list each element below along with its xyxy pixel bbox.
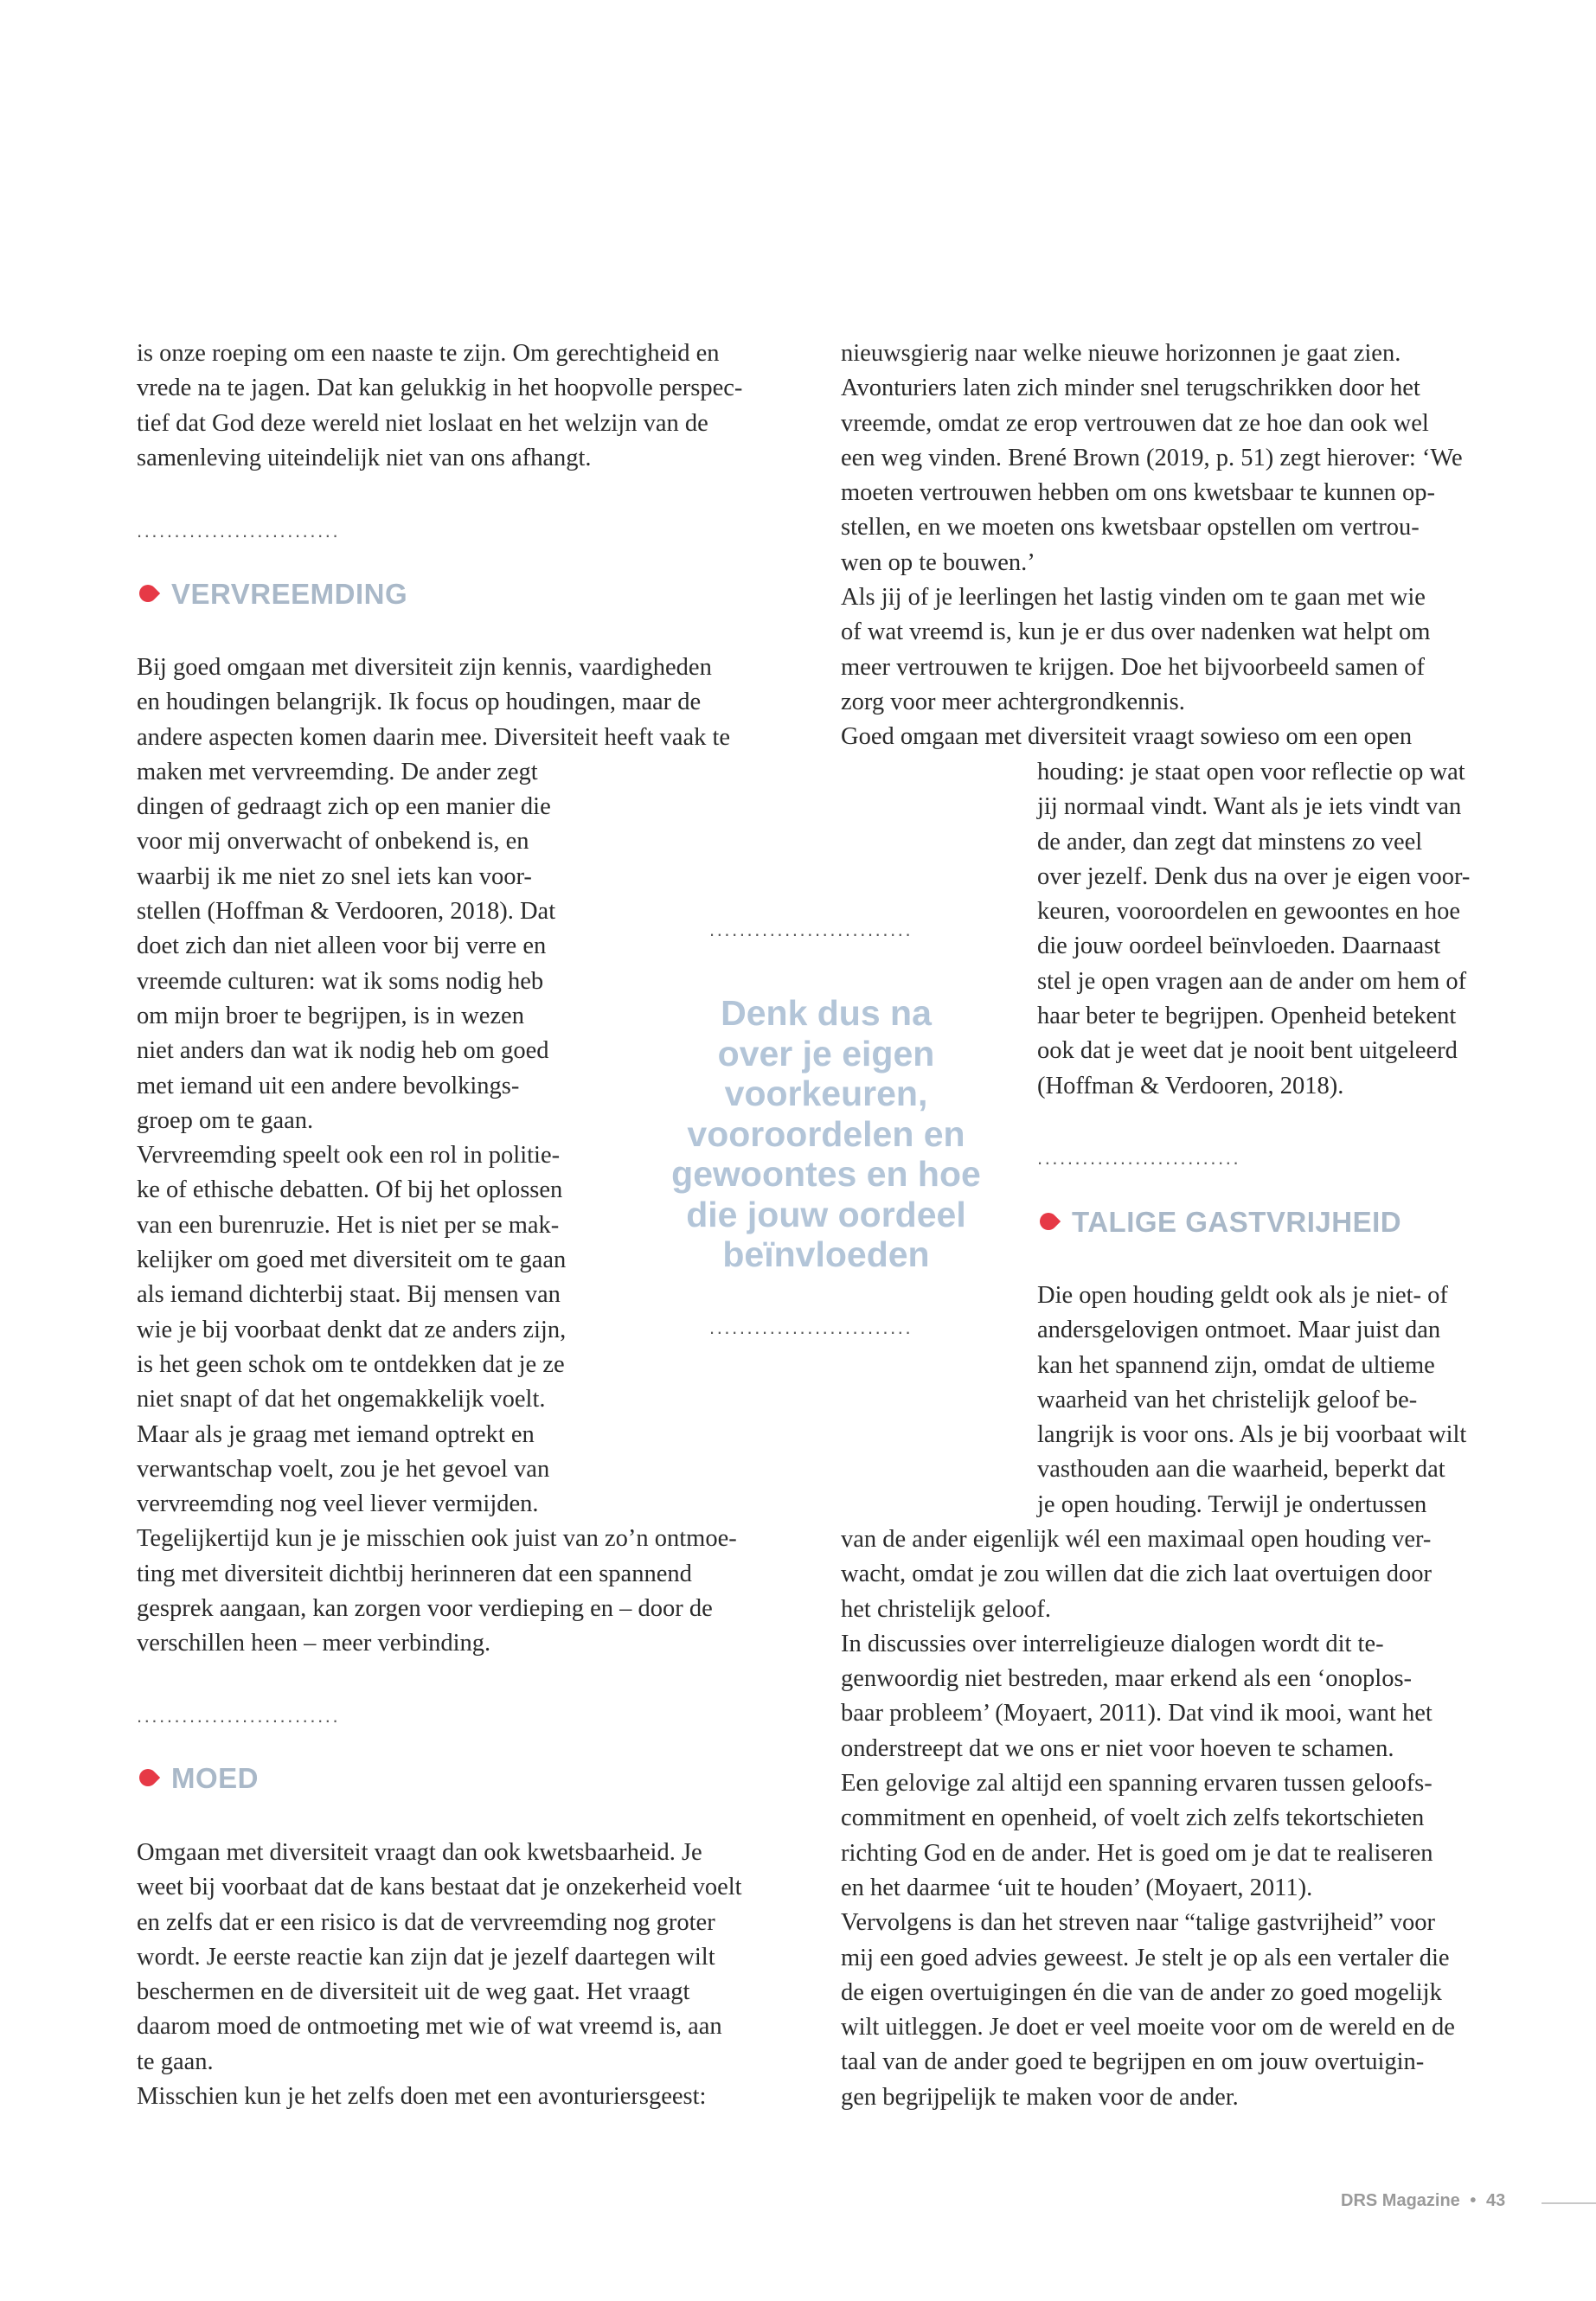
text-line: niet snapt of dat het ongemakkelijk voelt. bbox=[137, 1386, 546, 1413]
text-line: daarom moed de ontmoeting met wie of wat vreemd is, aan bbox=[137, 2013, 722, 2041]
pull-quote bbox=[640, 993, 1012, 1275]
text-line: richting God en de ander. Het is goed om je dat te realiseren bbox=[841, 1839, 1433, 1867]
text-line: tief dat God deze wereld niet loslaat en het welzijn van de bbox=[137, 409, 708, 437]
text-line: het christelijk geloof. bbox=[841, 1595, 1051, 1623]
text-line: ting met diversiteit dichtbij herinneren dat een spannend bbox=[137, 1560, 692, 1587]
text-line: is het geen schok om te ontdekken dat je ze bbox=[137, 1350, 565, 1378]
text-line: wie je bij voorbaat denkt dat ze anders zijn, bbox=[137, 1316, 567, 1343]
text-line: kelijker om goed met diversiteit om te gaan bbox=[137, 1247, 567, 1274]
text-line: niet anders dan wat ik nodig heb om goed bbox=[137, 1037, 549, 1065]
text-line: (Hoffman & Verdooren, 2018). bbox=[1037, 1072, 1344, 1099]
text-line: Misschien kun je het zelfs doen met een avonturiersgeest: bbox=[137, 2083, 707, 2111]
text-line: haar beter te begrijpen. Openheid betekent bbox=[1037, 1003, 1457, 1030]
text-line: gewoontes en hoe bbox=[671, 1154, 981, 1194]
text-line: Als jij of je leerlingen het lastig vinden om te gaan met wie bbox=[841, 584, 1426, 612]
text-line: onderstreept dat we ons er niet voor hoeven te schamen. bbox=[841, 1734, 1394, 1762]
text-line: Vervolgens is dan het streven naar “talige gastvrijheid” voor bbox=[841, 1909, 1435, 1937]
text-line: die jouw oordeel beïnvloeden. Daarnaast bbox=[1037, 933, 1441, 960]
page-number: 43 bbox=[1485, 2191, 1506, 2210]
text-line: is onze roeping om een naaste te zijn. Om gerechtigheid en bbox=[137, 340, 720, 367]
text-line: wilt uitleggen. Je doet er veel moeite voor om de wereld en de bbox=[841, 2014, 1455, 2041]
text-line: beïnvloeden bbox=[722, 1234, 930, 1274]
text-line: meer vertrouwen te krijgen. Doe het bijvoorbeeld samen of bbox=[841, 653, 1426, 681]
separator-dots: ........................... bbox=[137, 1705, 341, 1727]
page-footer bbox=[1341, 2191, 1505, 2211]
text-line: baar probleem’ (Moyaert, 2011). Dat vind ik mooi, want het bbox=[841, 1700, 1433, 1727]
text-line: ke of ethische debatten. Of bij het oplossen bbox=[137, 1176, 563, 1204]
text-line: vervreemding nog veel liever vermijden. bbox=[137, 1490, 539, 1518]
text-line: vrede na te jagen. Dat kan gelukkig in het hoopvolle perspec- bbox=[137, 375, 743, 402]
text-line: groep om te gaan. bbox=[137, 1106, 314, 1134]
right-paragraph-1 bbox=[841, 336, 1463, 755]
text-line: vreemde culturen: wat ik soms nodig heb bbox=[137, 967, 544, 995]
text-line: vooroordelen en bbox=[687, 1113, 965, 1154]
text-line: een weg vinden. Brené Brown (2019, p. 51) zegt hierover: ‘We bbox=[841, 444, 1463, 471]
text-line: weet bij voorbaat dat de kans bestaat dat je onzekerheid voelt bbox=[137, 1874, 742, 1901]
text-line: commitment en openheid, of voelt zich zelfs tekortschieten bbox=[841, 1804, 1425, 1832]
text-line: Goed omgaan met diversiteit vraagt sowieso om een open bbox=[841, 723, 1413, 751]
text-line: Een gelovige zal altijd een spanning ervaren tussen geloofs- bbox=[841, 1770, 1433, 1798]
pullquote-bottom-dots: ........................... bbox=[709, 1317, 913, 1338]
text-line: stellen, en we moeten ons kwetsbaar opstellen om vertrou- bbox=[841, 514, 1420, 542]
text-line: of wat vreemd is, kun je er dus over nadenken wat helpt om bbox=[841, 619, 1431, 646]
text-line: met iemand uit een andere bevolkings- bbox=[137, 1072, 520, 1099]
footer-bullet: • bbox=[1470, 2191, 1477, 2210]
text-line: moeten vertrouwen hebben om ons kwetsbaar te kunnen op- bbox=[841, 479, 1435, 507]
footer-rule bbox=[1542, 2202, 1596, 2204]
text-line: je open houding. Terwijl je ondertussen bbox=[1037, 1490, 1427, 1518]
text-line: kan het spannend zijn, omdat de ultieme bbox=[1037, 1351, 1435, 1379]
text-line: wordt. Je eerste reactie kan zijn dat je jezelf daartegen wilt bbox=[137, 1943, 715, 1971]
text-line: Avonturiers laten zich minder snel terugschrikken door het bbox=[841, 375, 1420, 402]
text-line: samenleving uiteindelijk niet van ons afhangt. bbox=[137, 444, 592, 471]
right-paragraph-2 bbox=[841, 1522, 1455, 2115]
text-line: over jezelf. Denk dus na over je eigen voor- bbox=[1037, 862, 1471, 890]
left-paragraph-3 bbox=[137, 1836, 742, 2114]
text-line: verschillen heen – meer verbinding. bbox=[137, 1630, 491, 1657]
text-line: keuren, vooroordelen en gewoontes en hoe bbox=[1037, 898, 1461, 926]
text-line: waarbij ik me niet zo snel iets kan voor- bbox=[137, 862, 532, 890]
text-line: van een burenruzie. Het is niet per se mak- bbox=[137, 1211, 560, 1239]
text-line: zorg voor meer achtergrondkennis. bbox=[841, 688, 1185, 715]
text-line: van de ander eigenlijk wél een maximaal open houding ver- bbox=[841, 1526, 1432, 1553]
magazine-name: DRS Magazine bbox=[1341, 2191, 1460, 2210]
text-line: genwoordig niet bestreden, maar erkend als een ‘onoplos- bbox=[841, 1665, 1413, 1693]
right-paragraph-2-indented bbox=[1037, 1279, 1466, 1522]
section-heading-talige-gastvrijheid: TALIGE GASTVRIJHEID bbox=[1037, 1205, 1401, 1240]
text-line: Vervreemding speelt ook een rol in politie- bbox=[137, 1142, 561, 1170]
text-line: mij een goed advies geweest. Je stelt je op als een vertaler die bbox=[841, 1944, 1450, 1971]
text-line: die jouw oordeel bbox=[686, 1194, 966, 1234]
text-line: wacht, omdat je zou willen dat die zich laat overtuigen door bbox=[841, 1561, 1432, 1588]
text-line: beschermen en de diversiteit uit de weg gaat. Het vraagt bbox=[137, 1978, 690, 2006]
drop-bullet-icon bbox=[136, 581, 160, 606]
pullquote-top-dots: ........................... bbox=[709, 919, 913, 940]
text-line: om mijn broer te begrijpen, is in wezen bbox=[137, 1002, 524, 1029]
text-line: en het daarmee ‘uit te houden’ (Moyaert, 2011). bbox=[841, 1874, 1313, 1901]
text-line: Bij goed omgaan met diversiteit zijn kennis, vaardigheden bbox=[137, 654, 712, 681]
separator-dots: ........................... bbox=[1037, 1147, 1241, 1169]
text-line: Tegelijkertijd kun je je misschien ook juist van zo’n ontmoe- bbox=[137, 1525, 737, 1553]
text-line: vreemde, omdat ze erop vertrouwen dat ze hoe dan ook wel bbox=[841, 409, 1429, 437]
section-heading-moed: MOED bbox=[137, 1761, 259, 1796]
text-line: de ander, dan zegt dat minstens zo veel bbox=[1037, 828, 1423, 856]
left-paragraph-1 bbox=[137, 336, 742, 476]
text-line: stellen (Hoffman & Verdooren, 2018). Dat bbox=[137, 898, 556, 926]
text-line: de eigen overtuigingen én die van de ander zo goed mogelijk bbox=[841, 1978, 1442, 2006]
text-line: als iemand dichterbij staat. Bij mensen van bbox=[137, 1281, 561, 1309]
text-line: Maar als je graag met iemand optrekt en bbox=[137, 1420, 535, 1448]
text-line: waarheid van het christelijk geloof be- bbox=[1037, 1386, 1418, 1413]
text-line: stel je open vragen aan de ander om hem of bbox=[1037, 967, 1467, 995]
text-line: nieuwsgierig naar welke nieuwe horizonnen je gaat zien. bbox=[841, 340, 1401, 367]
text-line: over je eigen bbox=[717, 1033, 935, 1074]
text-line: verwantschap voelt, zou je het gevoel van bbox=[137, 1455, 550, 1483]
section-heading-vervreemding: VERVREEMDING bbox=[137, 577, 407, 612]
drop-bullet-icon bbox=[136, 1766, 160, 1790]
text-line: dingen of gedraagt zich op een manier die bbox=[137, 793, 551, 821]
separator-dots: ........................... bbox=[137, 520, 341, 542]
drop-bullet-icon bbox=[1036, 1209, 1061, 1234]
text-line: jij normaal vindt. Want als je iets vindt van bbox=[1037, 793, 1462, 821]
text-line: langrijk is voor ons. Als je bij voorbaat wilt bbox=[1037, 1421, 1467, 1449]
text-line: maken met vervreemding. De ander zegt bbox=[137, 758, 538, 785]
text-line: doet zich dan niet alleen voor bij verre en bbox=[137, 933, 547, 960]
text-line: Die open houding geldt ook als je niet- of bbox=[1037, 1282, 1448, 1309]
text-line: houding: je staat open voor reflectie op wat bbox=[1037, 759, 1465, 785]
text-line: gen begrijpelijk te maken voor de ander. bbox=[841, 2083, 1239, 2111]
text-line: andere aspecten komen daarin mee. Diversiteit heeft vaak te bbox=[137, 723, 731, 751]
text-line: taal van de ander goed te begrijpen en om jouw overtuigin- bbox=[841, 2048, 1425, 2076]
text-line: wen op te bouwen.’ bbox=[841, 548, 1035, 576]
text-line: voorkeuren, bbox=[724, 1074, 928, 1113]
right-paragraph-1-indented bbox=[1037, 755, 1470, 1104]
text-line: In discussies over interreligieuze dialogen wordt dit te- bbox=[841, 1630, 1384, 1657]
text-line: te gaan. bbox=[137, 2048, 214, 2075]
text-line: gesprek aangaan, kan zorgen voor verdieping en – door de bbox=[137, 1595, 713, 1623]
text-line: Omgaan met diversiteit vraagt dan ook kwetsbaarheid. Je bbox=[137, 1839, 702, 1866]
text-line: vasthouden aan die waarheid, beperkt dat bbox=[1037, 1456, 1445, 1484]
text-line: en houdingen belangrijk. Ik focus op houdingen, maar de bbox=[137, 689, 702, 716]
text-line: en zelfs dat er een risico is dat de vervreemding nog groter bbox=[137, 1908, 715, 1936]
text-line: Denk dus na bbox=[721, 993, 932, 1033]
text-line: voor mij onverwacht of onbekend is, en bbox=[137, 828, 529, 856]
text-line: andersgelovigen ontmoet. Maar juist dan bbox=[1037, 1317, 1441, 1344]
text-line: ook dat je weet dat je nooit bent uitgeleerd bbox=[1037, 1037, 1458, 1065]
